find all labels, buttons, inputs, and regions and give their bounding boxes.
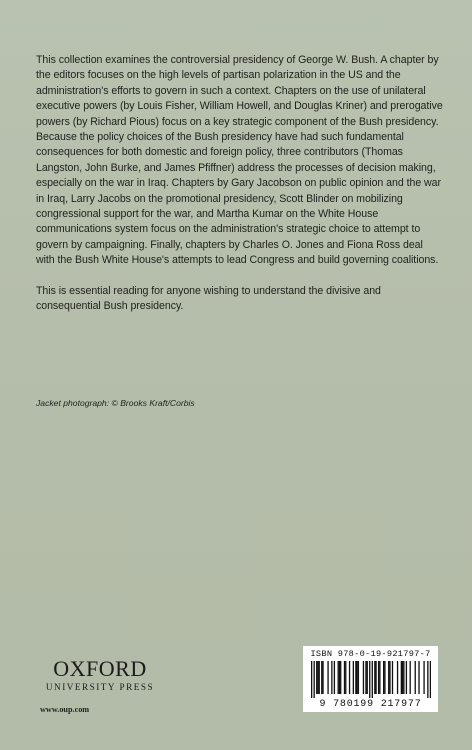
- barcode-bar: [356, 661, 357, 694]
- barcode-bar: [406, 661, 407, 694]
- barcode-bar: [410, 661, 411, 694]
- barcode-bar: [339, 661, 340, 694]
- barcode-bars: [311, 661, 431, 698]
- barcode-guard-bar: [430, 661, 431, 698]
- description-paragraph-1: This collection examines the controversial presidency of George W. Bush. A chapter by the editors focuses on the high levels of partisan polarization in the US and the administration's efforts to govern in such a context. Chapters on the use of unilateral executive powers (by Louis Fisher, William Howell, and Douglas Kriner) and prerogative powers (by Richard Pious) focus on a key strategic component of the Bush presidency. Because the policy choices of the Bush presidency have had such fundamental consequences for both domestic and foreign policy, three contributors (Thomas Langston, John Burke, and James Pfiffner) address the processes of decision making, especially on the war in Iraq. Chapters by Gary Jacobson on public opinion and the war in Iraq, Larry Jacobs on the promotional presidency, Scott Blinder on mobilizing congressional support for the war, and Martha Kumar on the White House communications system focus on the administration's strategic choice to attempt to govern by campaigning. Finally, chapters by Charles O. Jones and Fiona Ross deal with the Bush White House's attempts to lead Congress and build governing coalitions.: [36, 54, 443, 267]
- barcode-bar: [401, 661, 402, 694]
- barcode-bar: [358, 661, 359, 694]
- barcode-bar: [388, 661, 389, 694]
- barcode-bar: [340, 661, 341, 694]
- barcode-bar: [321, 661, 322, 694]
- description-paragraph-2: This is essential reading for anyone wishing to understand the divisive and consequential Bush presidency.: [36, 285, 381, 313]
- barcode-bar: [392, 661, 393, 694]
- barcode-bar: [338, 661, 339, 694]
- barcode-guard-bar: [311, 661, 312, 698]
- barcode-bar: [349, 661, 350, 694]
- barcode-bar: [403, 661, 404, 694]
- barcode-bar: [345, 661, 346, 694]
- barcode-guard-bar: [314, 661, 315, 698]
- publisher-url: www.oup.com: [40, 705, 90, 714]
- isbn-barcode: [303, 646, 438, 712]
- isbn-label: ISBN 978-0-19-921797-7: [310, 649, 431, 659]
- barcode-bar: [355, 661, 356, 694]
- barcode-bar: [397, 661, 398, 694]
- barcode-bar: [334, 661, 335, 694]
- barcode-bar: [378, 661, 379, 694]
- barcode-bar: [418, 661, 419, 694]
- barcode-bar: [317, 661, 318, 694]
- barcode-bar: [322, 661, 323, 694]
- barcode-bar: [402, 661, 403, 694]
- barcode-bar: [383, 661, 384, 694]
- barcode-bar: [365, 661, 366, 694]
- barcode-bar: [374, 661, 375, 694]
- barcode-bar: [423, 661, 424, 694]
- barcode-bar: [379, 661, 380, 694]
- photo-credit: Jacket photograph: © Brooks Kraft/Corbis: [36, 398, 195, 408]
- publisher-subname: UNIVERSITY PRESS: [45, 682, 155, 692]
- publisher-name: OXFORD: [53, 656, 147, 681]
- ean-digits: 9 780199 217977: [319, 699, 422, 710]
- barcode-bar: [415, 661, 416, 694]
- barcode-guard-bar: [427, 661, 428, 698]
- barcode-bar: [367, 661, 368, 694]
- barcode-bar: [316, 661, 317, 694]
- barcode-bar: [319, 661, 320, 694]
- barcode-bar: [331, 661, 332, 694]
- barcode-bar: [344, 661, 345, 694]
- barcode-bar: [384, 661, 385, 694]
- barcode-bar: [363, 661, 364, 694]
- barcode-bar: [389, 661, 390, 694]
- publisher-logo: [40, 658, 160, 692]
- barcode-bar: [353, 661, 354, 694]
- barcode-bar: [327, 661, 328, 694]
- book-description: [36, 53, 444, 315]
- barcode-guard-bar: [372, 661, 373, 698]
- barcode-guard-bar: [369, 661, 370, 698]
- barcode-bar: [375, 661, 376, 694]
